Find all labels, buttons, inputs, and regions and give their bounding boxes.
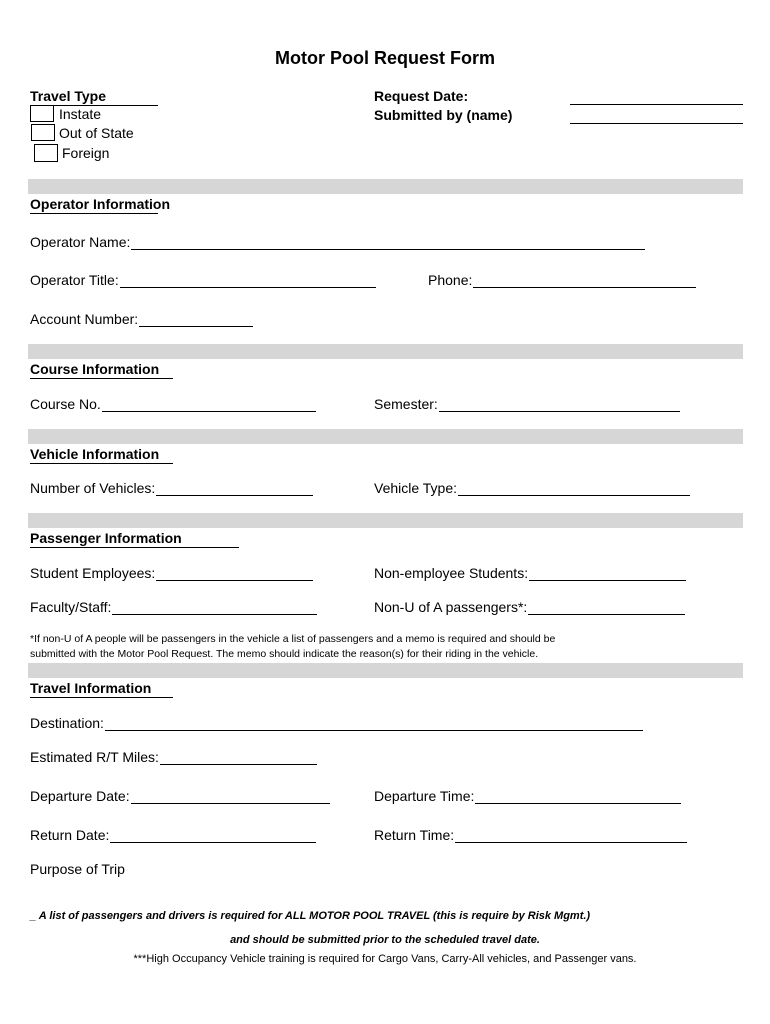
- estimated-miles-label: Estimated R/T Miles:: [30, 749, 159, 765]
- non-employee-students-field[interactable]: [374, 565, 686, 581]
- section-divider: [28, 513, 743, 528]
- course-no-line[interactable]: [102, 398, 316, 412]
- operator-title-label: Operator Title:: [30, 272, 119, 288]
- footer-training-note: ***High Occupancy Vehicle training is required for Cargo Vans, Carry-All vehicles, and Passenger vans.: [133, 953, 637, 965]
- request-date-label: Request Date:: [374, 88, 469, 104]
- purpose-of-trip-label: Purpose of Trip: [30, 861, 125, 877]
- vehicle-type-label: Vehicle Type:: [374, 480, 458, 496]
- course-no-label: Course No.: [30, 396, 101, 412]
- destination-label: Destination:: [30, 715, 104, 731]
- request-date-field[interactable]: [570, 104, 743, 105]
- section-divider: [28, 663, 743, 678]
- phone-line[interactable]: [473, 274, 696, 288]
- travel-heading: Travel Information: [30, 680, 173, 698]
- submitted-by-field[interactable]: [570, 123, 743, 124]
- departure-time-field[interactable]: [374, 788, 681, 804]
- return-time-field[interactable]: [374, 827, 687, 843]
- section-divider: [28, 344, 743, 359]
- return-time-label: Return Time:: [374, 827, 455, 843]
- return-date-field[interactable]: [30, 827, 316, 843]
- footer-requirement-line-1: _ A list of passengers and drivers is required for ALL MOTOR POOL TRAVEL (this is require by Risk Mgmt.): [30, 910, 591, 922]
- destination-field[interactable]: [30, 715, 643, 731]
- vehicle-type-field[interactable]: [374, 480, 690, 496]
- non-u-passengers-line[interactable]: [528, 601, 685, 615]
- section-divider: [28, 429, 743, 444]
- out-of-state-checkbox[interactable]: [31, 124, 55, 141]
- course-no-field[interactable]: [30, 396, 316, 412]
- student-employees-label: Student Employees:: [30, 565, 156, 581]
- destination-line[interactable]: [105, 717, 643, 731]
- out-of-state-label: Out of State: [59, 124, 134, 141]
- section-divider: [28, 179, 743, 194]
- account-number-field[interactable]: [30, 311, 253, 327]
- departure-date-field[interactable]: [30, 788, 330, 804]
- faculty-staff-label: Faculty/Staff:: [30, 599, 112, 615]
- non-employee-students-label: Non-employee Students:: [374, 565, 529, 581]
- faculty-staff-line[interactable]: [112, 601, 317, 615]
- semester-label: Semester:: [374, 396, 438, 412]
- return-date-label: Return Date:: [30, 827, 110, 843]
- passenger-heading: Passenger Information: [30, 530, 239, 548]
- non-u-passengers-field[interactable]: [374, 599, 685, 615]
- faculty-staff-field[interactable]: [30, 599, 317, 615]
- non-u-passengers-label: Non-U of A passengers*:: [374, 599, 528, 615]
- departure-date-label: Departure Date:: [30, 788, 130, 804]
- vehicle-heading: Vehicle Information: [30, 446, 173, 464]
- foreign-label: Foreign: [62, 145, 110, 161]
- return-time-line[interactable]: [455, 829, 687, 843]
- instate-label: Instate: [59, 105, 102, 122]
- operator-name-line[interactable]: [131, 236, 645, 250]
- passenger-note-line-2: submitted with the Motor Pool Request. The memo should indicate the reason(s) for their riding in the vehicle.: [30, 648, 539, 660]
- vehicle-type-line[interactable]: [458, 482, 690, 496]
- departure-time-label: Departure Time:: [374, 788, 475, 804]
- number-of-vehicles-field[interactable]: [30, 480, 313, 496]
- travel-type-foreign[interactable]: [34, 144, 109, 162]
- passenger-note-line-1: *If non-U of A people will be passengers in the vehicle a list of passengers and a memo is required and should be: [30, 633, 556, 645]
- number-of-vehicles-label: Number of Vehicles:: [30, 480, 156, 496]
- departure-date-line[interactable]: [131, 790, 330, 804]
- estimated-miles-field[interactable]: [30, 749, 317, 765]
- student-employees-field[interactable]: [30, 565, 313, 581]
- operator-name-label: Operator Name:: [30, 234, 131, 250]
- travel-type-heading: Travel Type: [30, 88, 158, 106]
- operator-name-field[interactable]: [30, 234, 645, 250]
- footer-requirement-line-2: and should be submitted prior to the scheduled travel date.: [230, 934, 540, 946]
- student-employees-line[interactable]: [156, 567, 313, 581]
- account-number-label: Account Number:: [30, 311, 139, 327]
- form-title: Motor Pool Request Form: [275, 48, 495, 68]
- estimated-miles-line[interactable]: [160, 751, 317, 765]
- non-employee-students-line[interactable]: [529, 567, 686, 581]
- phone-label: Phone:: [428, 272, 473, 288]
- semester-line[interactable]: [439, 398, 680, 412]
- instate-checkbox[interactable]: [30, 105, 54, 122]
- course-heading: Course Information: [30, 361, 173, 379]
- travel-type-out-of-state[interactable]: [31, 124, 134, 141]
- phone-field[interactable]: [428, 272, 696, 288]
- operator-title-line[interactable]: [120, 274, 376, 288]
- semester-field[interactable]: [374, 396, 680, 412]
- operator-title-field[interactable]: [30, 272, 376, 288]
- foreign-checkbox[interactable]: [34, 144, 58, 162]
- operator-heading: Operator Information: [30, 196, 171, 212]
- return-date-line[interactable]: [110, 829, 316, 843]
- submitted-by-label: Submitted by (name): [374, 107, 513, 123]
- travel-type-instate[interactable]: [30, 105, 101, 122]
- departure-time-line[interactable]: [475, 790, 681, 804]
- account-number-line[interactable]: [139, 313, 253, 327]
- number-of-vehicles-line[interactable]: [156, 482, 313, 496]
